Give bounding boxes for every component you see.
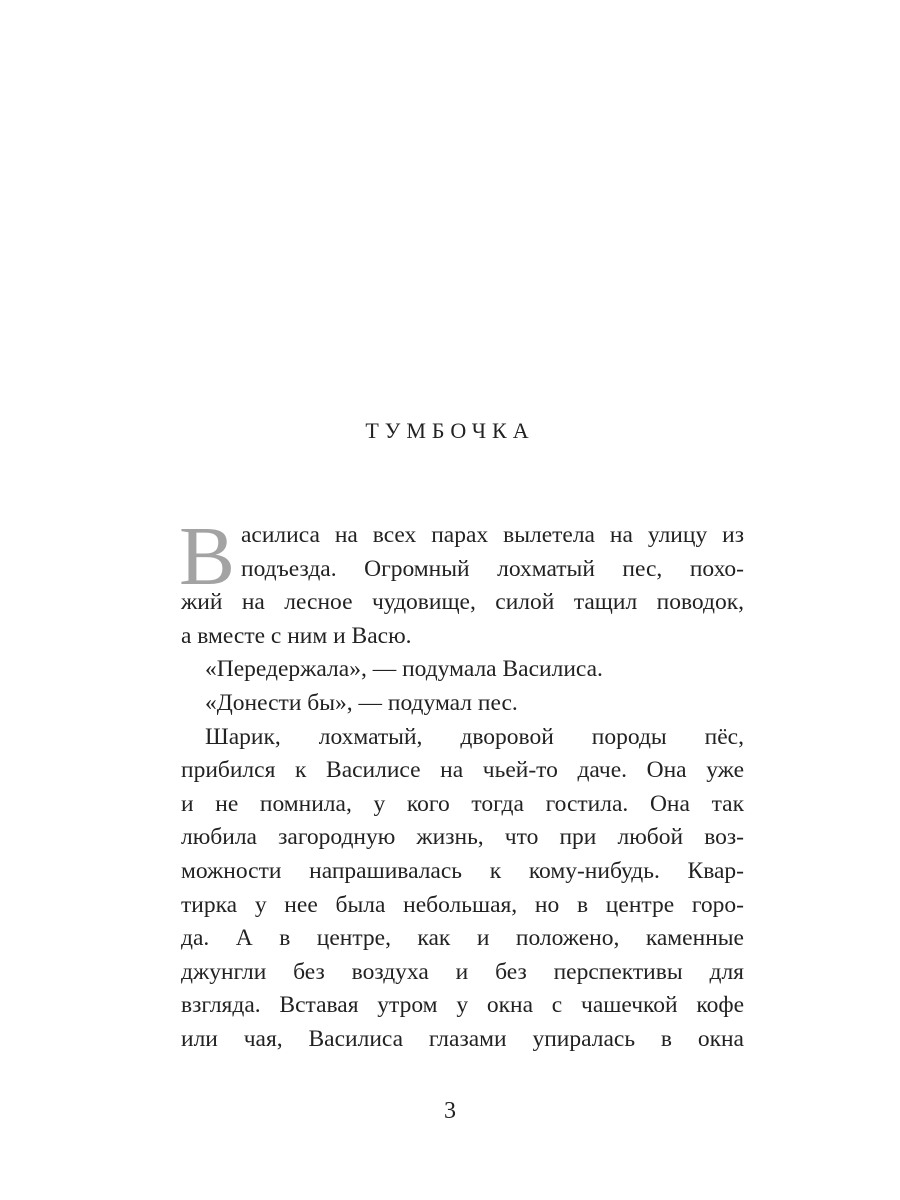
- text-line: любила загородную жизнь, что при любой воз-: [181, 824, 744, 851]
- text-line: а вместе с ним и Васю.: [181, 622, 412, 649]
- chapter-title: ТУМБОЧКА: [365, 418, 535, 443]
- text-line: и не помнила, у кого тогда гостила. Она так: [181, 790, 744, 817]
- text-line: тирка у нее была небольшая, но в центре горо-: [181, 891, 744, 918]
- text-line: асилиса на всех парах вылетела на улицу из: [241, 522, 744, 548]
- text-line: жий на лесное чудовище, силой тащил поводок,: [181, 589, 744, 616]
- text-line: прибился к Василисе на чьей-то даче. Она уже: [181, 757, 744, 784]
- text-line: подъезда. Огромный лохматый пес, похо-: [241, 555, 744, 582]
- text-line: Шарик, лохматый, дворовой породы пёс,: [205, 723, 744, 750]
- body-text: [179, 510, 744, 1057]
- page-number: 3: [444, 1098, 456, 1124]
- text-line: можности напрашивалась к кому-нибудь. Квар-: [181, 857, 744, 884]
- text-line: «Передержала», — подумала Василиса.: [205, 656, 603, 683]
- text-line: или чая, Василиса глазами упиралась в окна: [181, 1025, 744, 1052]
- text-line: «Донести бы», — подумал пес.: [205, 689, 518, 716]
- text-line: взгляда. Вставая утром у окна с чашечкой кофе: [181, 992, 744, 1019]
- text-line: джунгли без воздуха и без перспективы для: [181, 958, 744, 985]
- text-line: да. А в центре, как и положено, каменные: [181, 925, 744, 952]
- drop-cap: В: [179, 510, 236, 603]
